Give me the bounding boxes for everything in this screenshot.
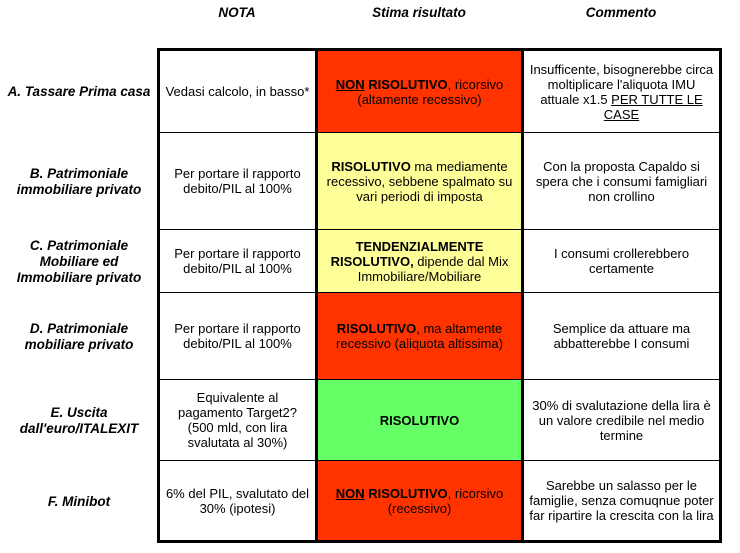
stima-cell: NON RISOLUTIVO, ricorsivo (altamente recessivo) <box>317 50 523 133</box>
emphasis-non: NON <box>335 76 365 92</box>
table-row <box>159 461 721 542</box>
nota-cell: Per portare il rapporto debito/PIL al 100% <box>159 293 317 380</box>
row-label-d: D. Patrimoniale mobiliare privato <box>24 320 134 352</box>
nota-cell: Per portare il rapporto debito/PIL al 100% <box>159 230 317 293</box>
table-row <box>159 293 721 380</box>
emphasis-non: NON <box>335 485 365 501</box>
header-nota: NOTA <box>218 5 256 20</box>
nota-cell: Equivalente al pagamento Target2? (500 mld, con lira svalutata al 30%) <box>159 380 317 461</box>
table-row <box>159 230 721 293</box>
row-label-e: E. Uscita dall'euro/ITALEXIT <box>19 404 139 436</box>
row-label-a: A. Tassare Prima casa <box>7 83 151 99</box>
emphasis-tutte-le-case: PER TUTTE LE CASE <box>603 91 703 122</box>
table-row <box>159 380 721 461</box>
nota-cell: Per portare il rapporto debito/PIL al 100% <box>159 133 317 230</box>
nota-cell: 6% del PIL, svalutato del 30% (ipotesi) <box>159 461 317 542</box>
row-label-c: C. Patrimoniale Mobiliare ed Immobiliare privato <box>16 237 142 285</box>
row-label-f: F. Minibot <box>47 493 111 509</box>
stima-cell: RISOLUTIVO <box>317 380 523 461</box>
commento-cell: Con la proposta Capaldo si spera che i consumi famigliari non crollino <box>523 133 721 230</box>
header-commento: Commento <box>585 5 657 20</box>
table-row <box>159 133 721 230</box>
nota-cell: Vedasi calcolo, in basso* <box>159 50 317 133</box>
commento-cell: 30% di svalutazione della lira è un valore credibile nel medio termine <box>523 380 721 461</box>
commento-cell: Sarebbe un salasso per le famiglie, senza comuqnue poter far ripartire la crescita con la lira <box>523 461 721 542</box>
stima-cell: TENDENZIALMENTE RISOLUTIVO, dipende dal Mix Immobiliare/Mobiliare <box>317 230 523 293</box>
stima-cell: RISOLUTIVO, ma altamente recessivo (aliquota altissima) <box>317 293 523 380</box>
stima-cell: RISOLUTIVO ma mediamente recessivo, sebbene spalmato su vari periodi di imposta <box>317 133 523 230</box>
header-stima-risultato: Stima risultato <box>372 5 466 20</box>
table-row <box>159 50 721 133</box>
row-label-b: B. Patrimoniale immobiliare privato <box>16 165 142 197</box>
stima-cell: NON RISOLUTIVO, ricorsivo (recessivo) <box>317 461 523 542</box>
commento-cell: I consumi crollerebbero certamente <box>523 230 721 293</box>
commento-cell: Semplice da attuare ma abbatterebbe I consumi <box>523 293 721 380</box>
comparison-table <box>157 48 722 543</box>
commento-cell: Insufficente, bisognerebbe circa moltiplicare l'aliquota IMU attuale x1.5 PER TUTTE LE CASE <box>523 50 721 133</box>
